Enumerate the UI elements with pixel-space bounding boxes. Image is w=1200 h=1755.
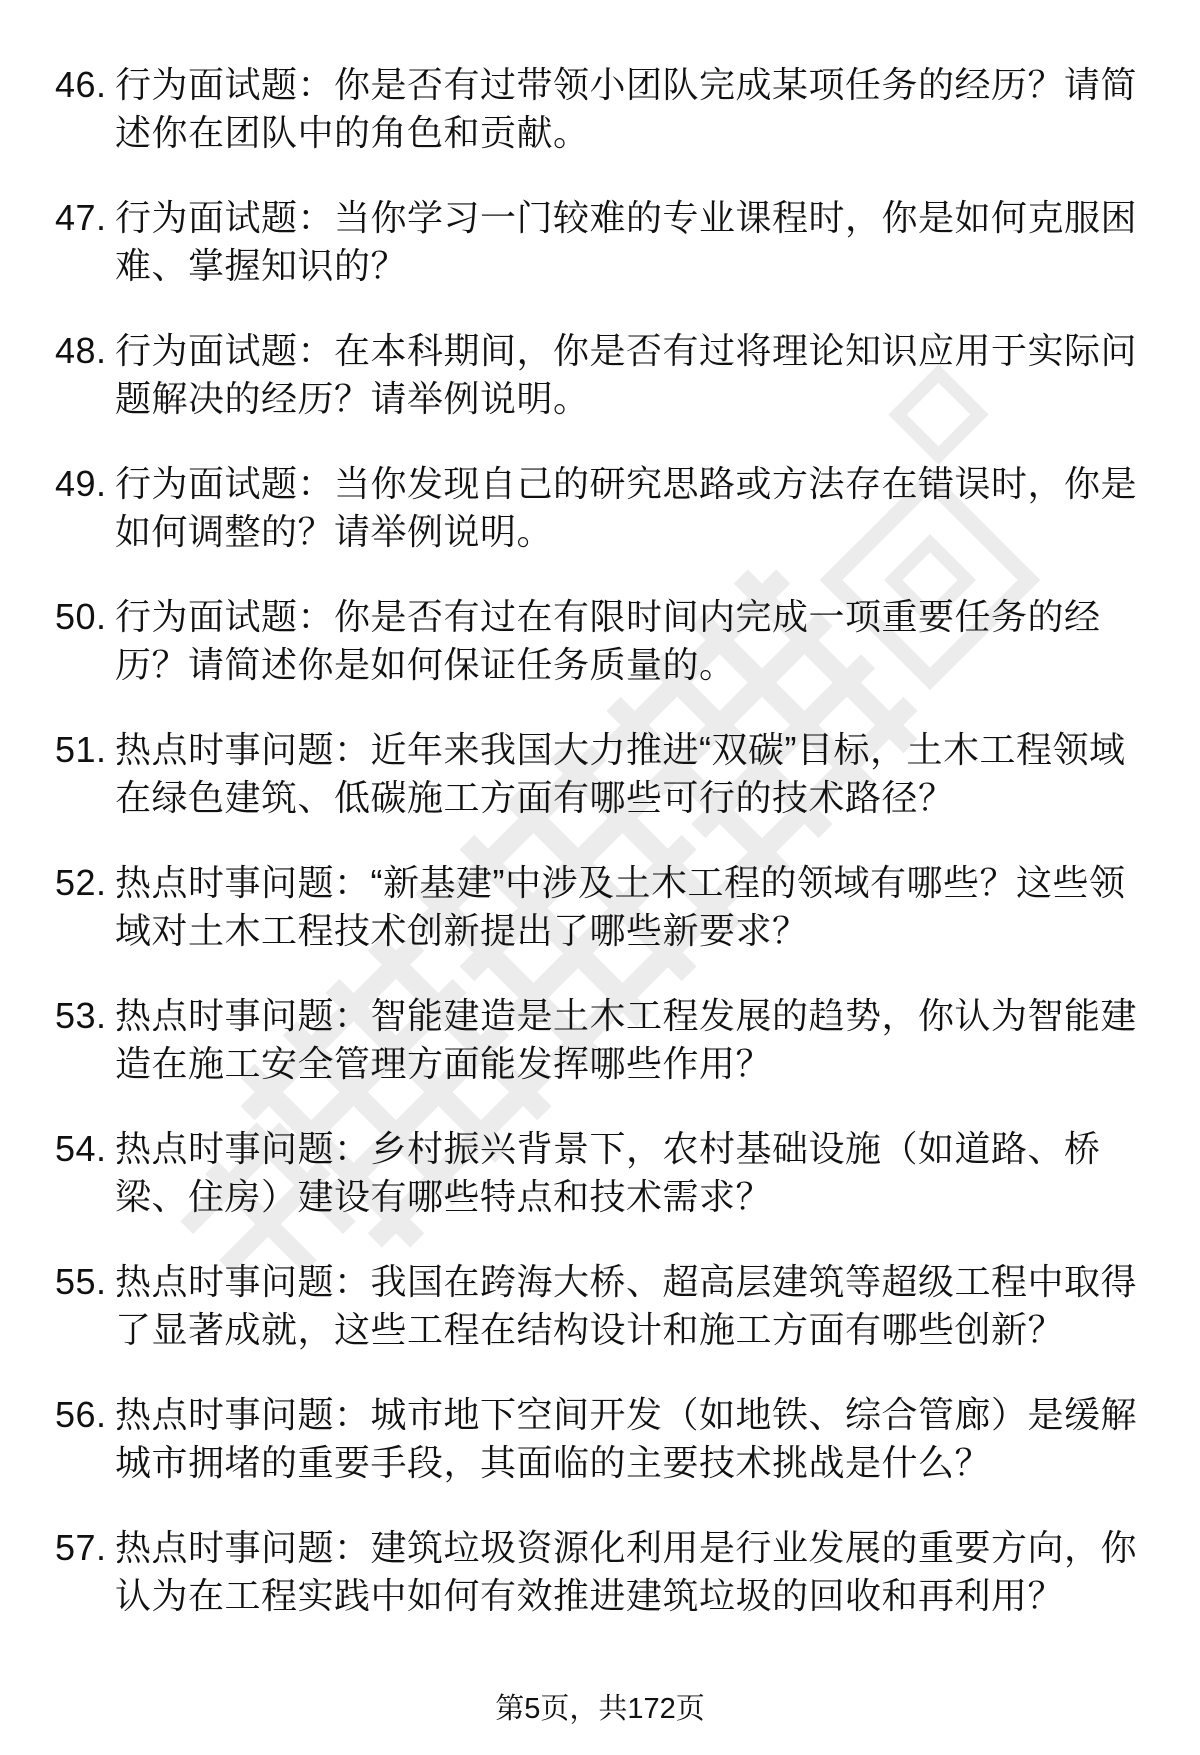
question-text: 热点时事问题：我国在跨海大桥、超高层建筑等超级工程中取得了显著成就，这些工程在结构设计和施工方面有哪些创新？ bbox=[115, 1261, 1138, 1350]
question-item-56 bbox=[55, 1391, 1150, 1487]
question-item-55 bbox=[55, 1258, 1150, 1354]
question-item-47 bbox=[55, 194, 1150, 290]
question-number: 53. bbox=[55, 995, 107, 1036]
question-text: 行为面试题：你是否有过在有限时间内完成一项重要任务的经历？请简述你是如何保证任务质量的。 bbox=[115, 596, 1101, 685]
question-number: 49. bbox=[55, 463, 107, 504]
question-number: 52. bbox=[55, 862, 107, 903]
question-number: 48. bbox=[55, 330, 107, 371]
question-item-53 bbox=[55, 992, 1150, 1088]
question-item-46 bbox=[55, 61, 1150, 157]
question-text: 行为面试题：你是否有过带领小团队完成某项任务的经历？请简述你在团队中的角色和贡献。 bbox=[115, 64, 1138, 153]
question-list bbox=[55, 61, 1150, 1620]
question-item-57 bbox=[55, 1524, 1150, 1620]
question-item-51 bbox=[55, 726, 1150, 822]
question-text: 热点时事问题：智能建造是土木工程发展的趋势，你认为智能建造在施工安全管理方面能发挥哪些作用？ bbox=[115, 995, 1138, 1084]
question-number: 54. bbox=[55, 1128, 107, 1169]
page-footer: 第5页，共172页 bbox=[495, 1693, 705, 1725]
question-text: 热点时事问题：城市地下空间开发（如地铁、综合管廊）是缓解城市拥堵的重要手段，其面临的主要技术挑战是什么？ bbox=[115, 1394, 1138, 1483]
question-item-52 bbox=[55, 859, 1150, 955]
question-number: 56. bbox=[55, 1394, 107, 1435]
question-number: 57. bbox=[55, 1527, 107, 1568]
question-number: 47. bbox=[55, 197, 107, 238]
question-text: 热点时事问题：近年来我国大力推进“双碳”目标，土木工程领域在绿色建筑、低碳施工方面有哪些可行的技术路径？ bbox=[115, 729, 1126, 818]
question-number: 55. bbox=[55, 1261, 107, 1302]
question-number: 51. bbox=[55, 729, 107, 770]
question-text: 行为面试题：当你发现自己的研究思路或方法存在错误时，你是如何调整的？请举例说明。 bbox=[115, 463, 1138, 552]
question-text: 行为面试题：当你学习一门较难的专业课程时，你是如何克服困难、掌握知识的？ bbox=[115, 197, 1138, 286]
question-item-50 bbox=[55, 593, 1150, 689]
question-text: 热点时事问题：建筑垃圾资源化利用是行业发展的重要方向，你认为在工程实践中如何有效推进建筑垃圾的回收和再利用？ bbox=[115, 1527, 1138, 1616]
question-item-48 bbox=[55, 327, 1150, 423]
question-text: 行为面试题：在本科期间，你是否有过将理论知识应用于实际问题解决的经历？请举例说明。 bbox=[115, 330, 1138, 419]
question-text: 热点时事问题：“新基建”中涉及土木工程的领域有哪些？这些领域对土木工程技术创新提出了哪些新要求？ bbox=[115, 862, 1126, 951]
question-number: 46. bbox=[55, 64, 107, 105]
question-item-49 bbox=[55, 460, 1150, 556]
question-item-54 bbox=[55, 1125, 1150, 1221]
question-text: 热点时事问题：乡村振兴背景下，农村基础设施（如道路、桥梁、住房）建设有哪些特点和技术需求？ bbox=[115, 1128, 1101, 1217]
question-number: 50. bbox=[55, 596, 107, 637]
